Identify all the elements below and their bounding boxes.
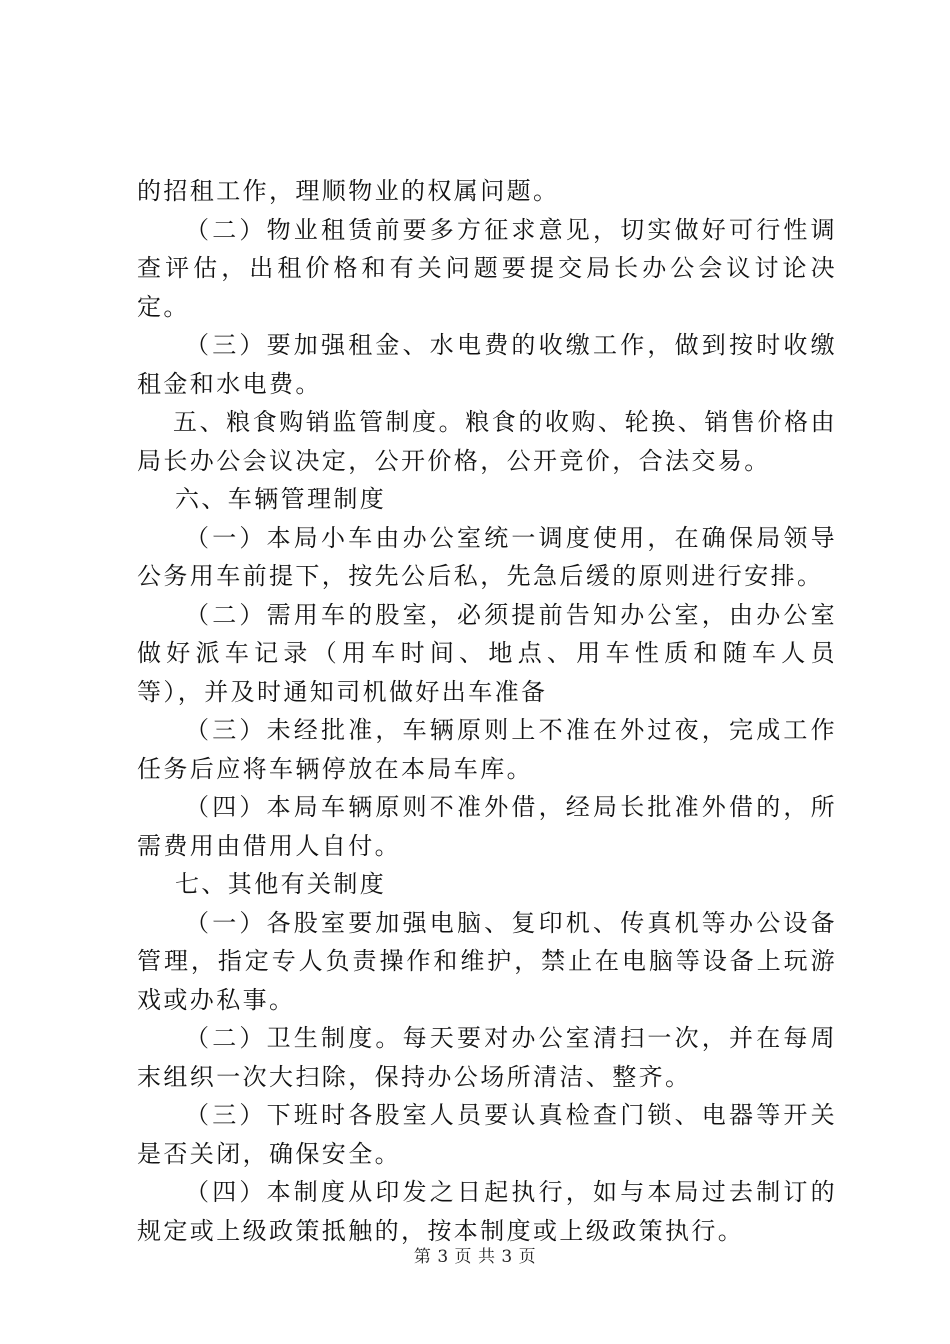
document-body — [137, 172, 837, 1250]
paragraph-1: 的招租工作，理顺物业的权属问题。 — [137, 177, 560, 205]
paragraph-8: （三）未经批准，车辆原则上不准在外过夜，完成工作任务后应将车辆停放在本局车库。 — [137, 716, 837, 783]
paragraph-9: （四）本局车辆原则不准外借，经局长批准外借的，所需费用由借用人自付。 — [137, 793, 837, 860]
section-heading-other: 七、其他有关制度 — [175, 870, 387, 898]
paragraph-13: （三）下班时各股室人员要认真检查门锁、电器等开关是否关闭，确保安全。 — [137, 1101, 837, 1168]
paragraph-7: （二）需用车的股室，必须提前告知办公室，由办公室做好派车记录（用车时间、地点、用车性质和随车人员等），并及时通知司机做好出车准备 — [137, 600, 837, 706]
paragraph-4: 五、粮食购销监管制度。粮食的收购、轮换、销售价格由局长办公会议决定，公开价格，公开竞价，合法交易。 — [137, 408, 837, 475]
paragraph-2: （二）物业租赁前要多方征求意见，切实做好可行性调查评估，出租价格和有关问题要提交局长办公会议讨论决定。 — [137, 215, 837, 321]
paragraph-12: （二）卫生制度。每天要对办公室清扫一次，并在每周末组织一次大扫除，保持办公场所清洁、整齐。 — [137, 1024, 837, 1091]
paragraph-6: （一）本局小车由办公室统一调度使用，在确保局领导公务用车前提下，按先公后私，先急后缓的原则进行安排。 — [137, 523, 837, 590]
page-number-footer: 第 3 页 共 3 页 — [413, 1247, 537, 1267]
paragraph-14: （四）本制度从印发之日起执行，如与本局过去制订的规定或上级政策抵触的，按本制度或上级政策执行。 — [137, 1178, 837, 1245]
paragraph-3: （三）要加强租金、水电费的收缴工作，做到按时收缴租金和水电费。 — [137, 331, 837, 398]
paragraph-11: （一）各股室要加强电脑、复印机、传真机等办公设备管理，指定专人负责操作和维护，禁止在电脑等设备上玩游戏或办私事。 — [137, 908, 837, 1014]
section-heading-vehicles: 六、车辆管理制度 — [175, 485, 387, 513]
